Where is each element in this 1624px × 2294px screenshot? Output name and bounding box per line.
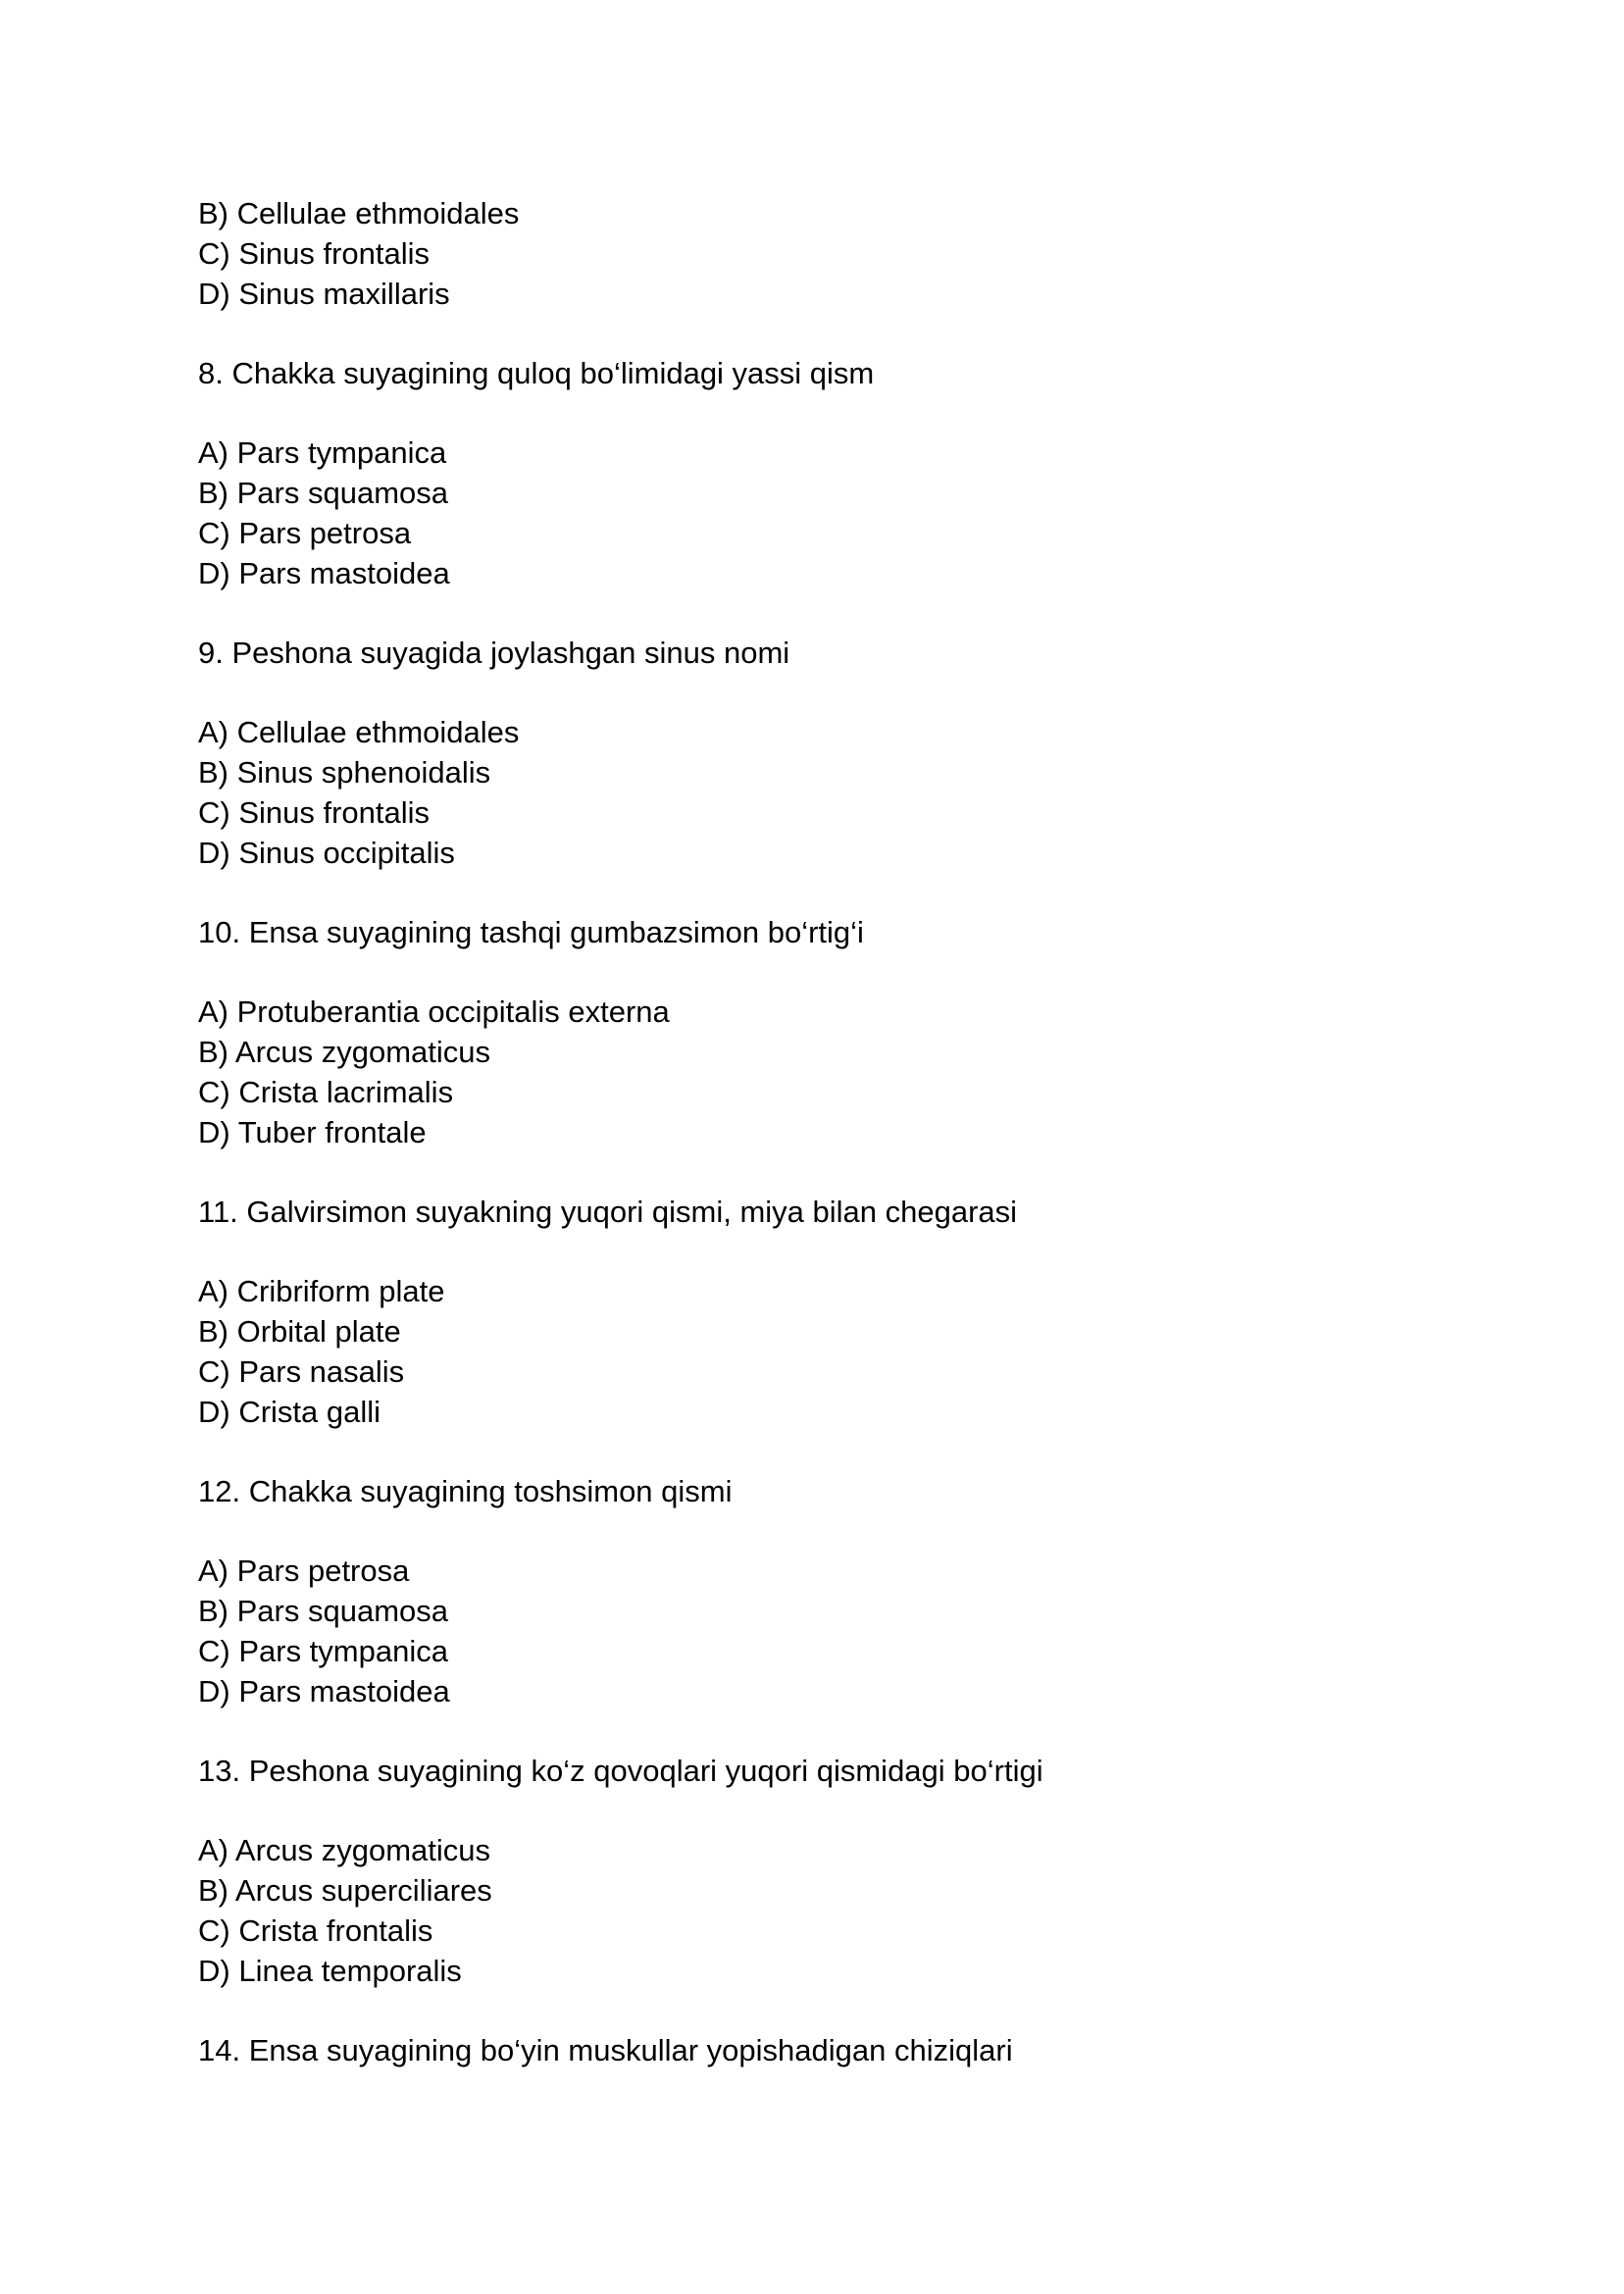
option: D) Sinus occipitalis xyxy=(198,836,455,870)
option: D) Pars mastoidea xyxy=(198,1674,450,1708)
question-title: 8. Chakka suyagining quloq bo‘limidagi yassi qism xyxy=(198,356,875,390)
option: A) Pars petrosa xyxy=(198,1554,410,1588)
spacer xyxy=(198,1152,1434,1192)
option: C) Pars petrosa xyxy=(198,516,412,550)
question-title: 13. Peshona suyagining ko‘z qovoqlari yuqori qismidagi bo‘rtigi xyxy=(198,1754,1043,1788)
option: B) Sinus sphenoidalis xyxy=(198,755,491,790)
spacer xyxy=(198,673,1434,712)
question-title: 12. Chakka suyagining toshsimon qismi xyxy=(198,1474,733,1508)
option: B) Orbital plate xyxy=(198,1314,401,1349)
option: A) Cellulae ethmoidales xyxy=(198,715,520,749)
option: C) Sinus frontalis xyxy=(198,795,431,830)
spacer xyxy=(198,1791,1434,1830)
spacer xyxy=(198,314,1434,353)
option: A) Protuberantia occipitalis externa xyxy=(198,994,670,1029)
spacer xyxy=(198,593,1434,633)
question-title: 10. Ensa suyagining tashqi gumbazsimon bo‘rtig‘i xyxy=(198,915,864,949)
document-content xyxy=(198,193,1434,2070)
option: D) Linea temporalis xyxy=(198,1954,462,1988)
spacer xyxy=(198,1232,1434,1271)
option: D) Tuber frontale xyxy=(198,1115,427,1149)
spacer xyxy=(198,1991,1434,2030)
option: A) Pars tympanica xyxy=(198,435,447,470)
option: D) Sinus maxillaris xyxy=(198,277,450,311)
spacer xyxy=(198,1432,1434,1471)
spacer xyxy=(198,1711,1434,1751)
question-title: 9. Peshona suyagida joylashgan sinus nomi xyxy=(198,636,790,670)
spacer xyxy=(198,393,1434,433)
question-title: 14. Ensa suyagining bo‘yin muskullar yopishadigan chiziqlari xyxy=(198,2033,1013,2067)
option: B) Pars squamosa xyxy=(198,476,448,510)
option: A) Arcus zygomaticus xyxy=(198,1833,491,1867)
option: C) Pars nasalis xyxy=(198,1354,405,1389)
option: C) Crista lacrimalis xyxy=(198,1075,454,1109)
option: C) Pars tympanica xyxy=(198,1634,448,1668)
option: A) Cribriform plate xyxy=(198,1274,445,1308)
option: B) Cellulae ethmoidales xyxy=(198,196,520,230)
spacer xyxy=(198,873,1434,912)
option: B) Pars squamosa xyxy=(198,1594,448,1628)
spacer xyxy=(198,1511,1434,1551)
option: C) Sinus frontalis xyxy=(198,236,431,271)
option: C) Crista frontalis xyxy=(198,1913,433,1948)
option: D) Pars mastoidea xyxy=(198,556,450,590)
option: B) Arcus superciliares xyxy=(198,1873,492,1908)
option: D) Crista galli xyxy=(198,1395,381,1429)
option: B) Arcus zygomaticus xyxy=(198,1035,491,1069)
question-title: 11. Galvirsimon suyakning yuqori qismi, miya bilan chegarasi xyxy=(198,1195,1018,1229)
spacer xyxy=(198,952,1434,992)
